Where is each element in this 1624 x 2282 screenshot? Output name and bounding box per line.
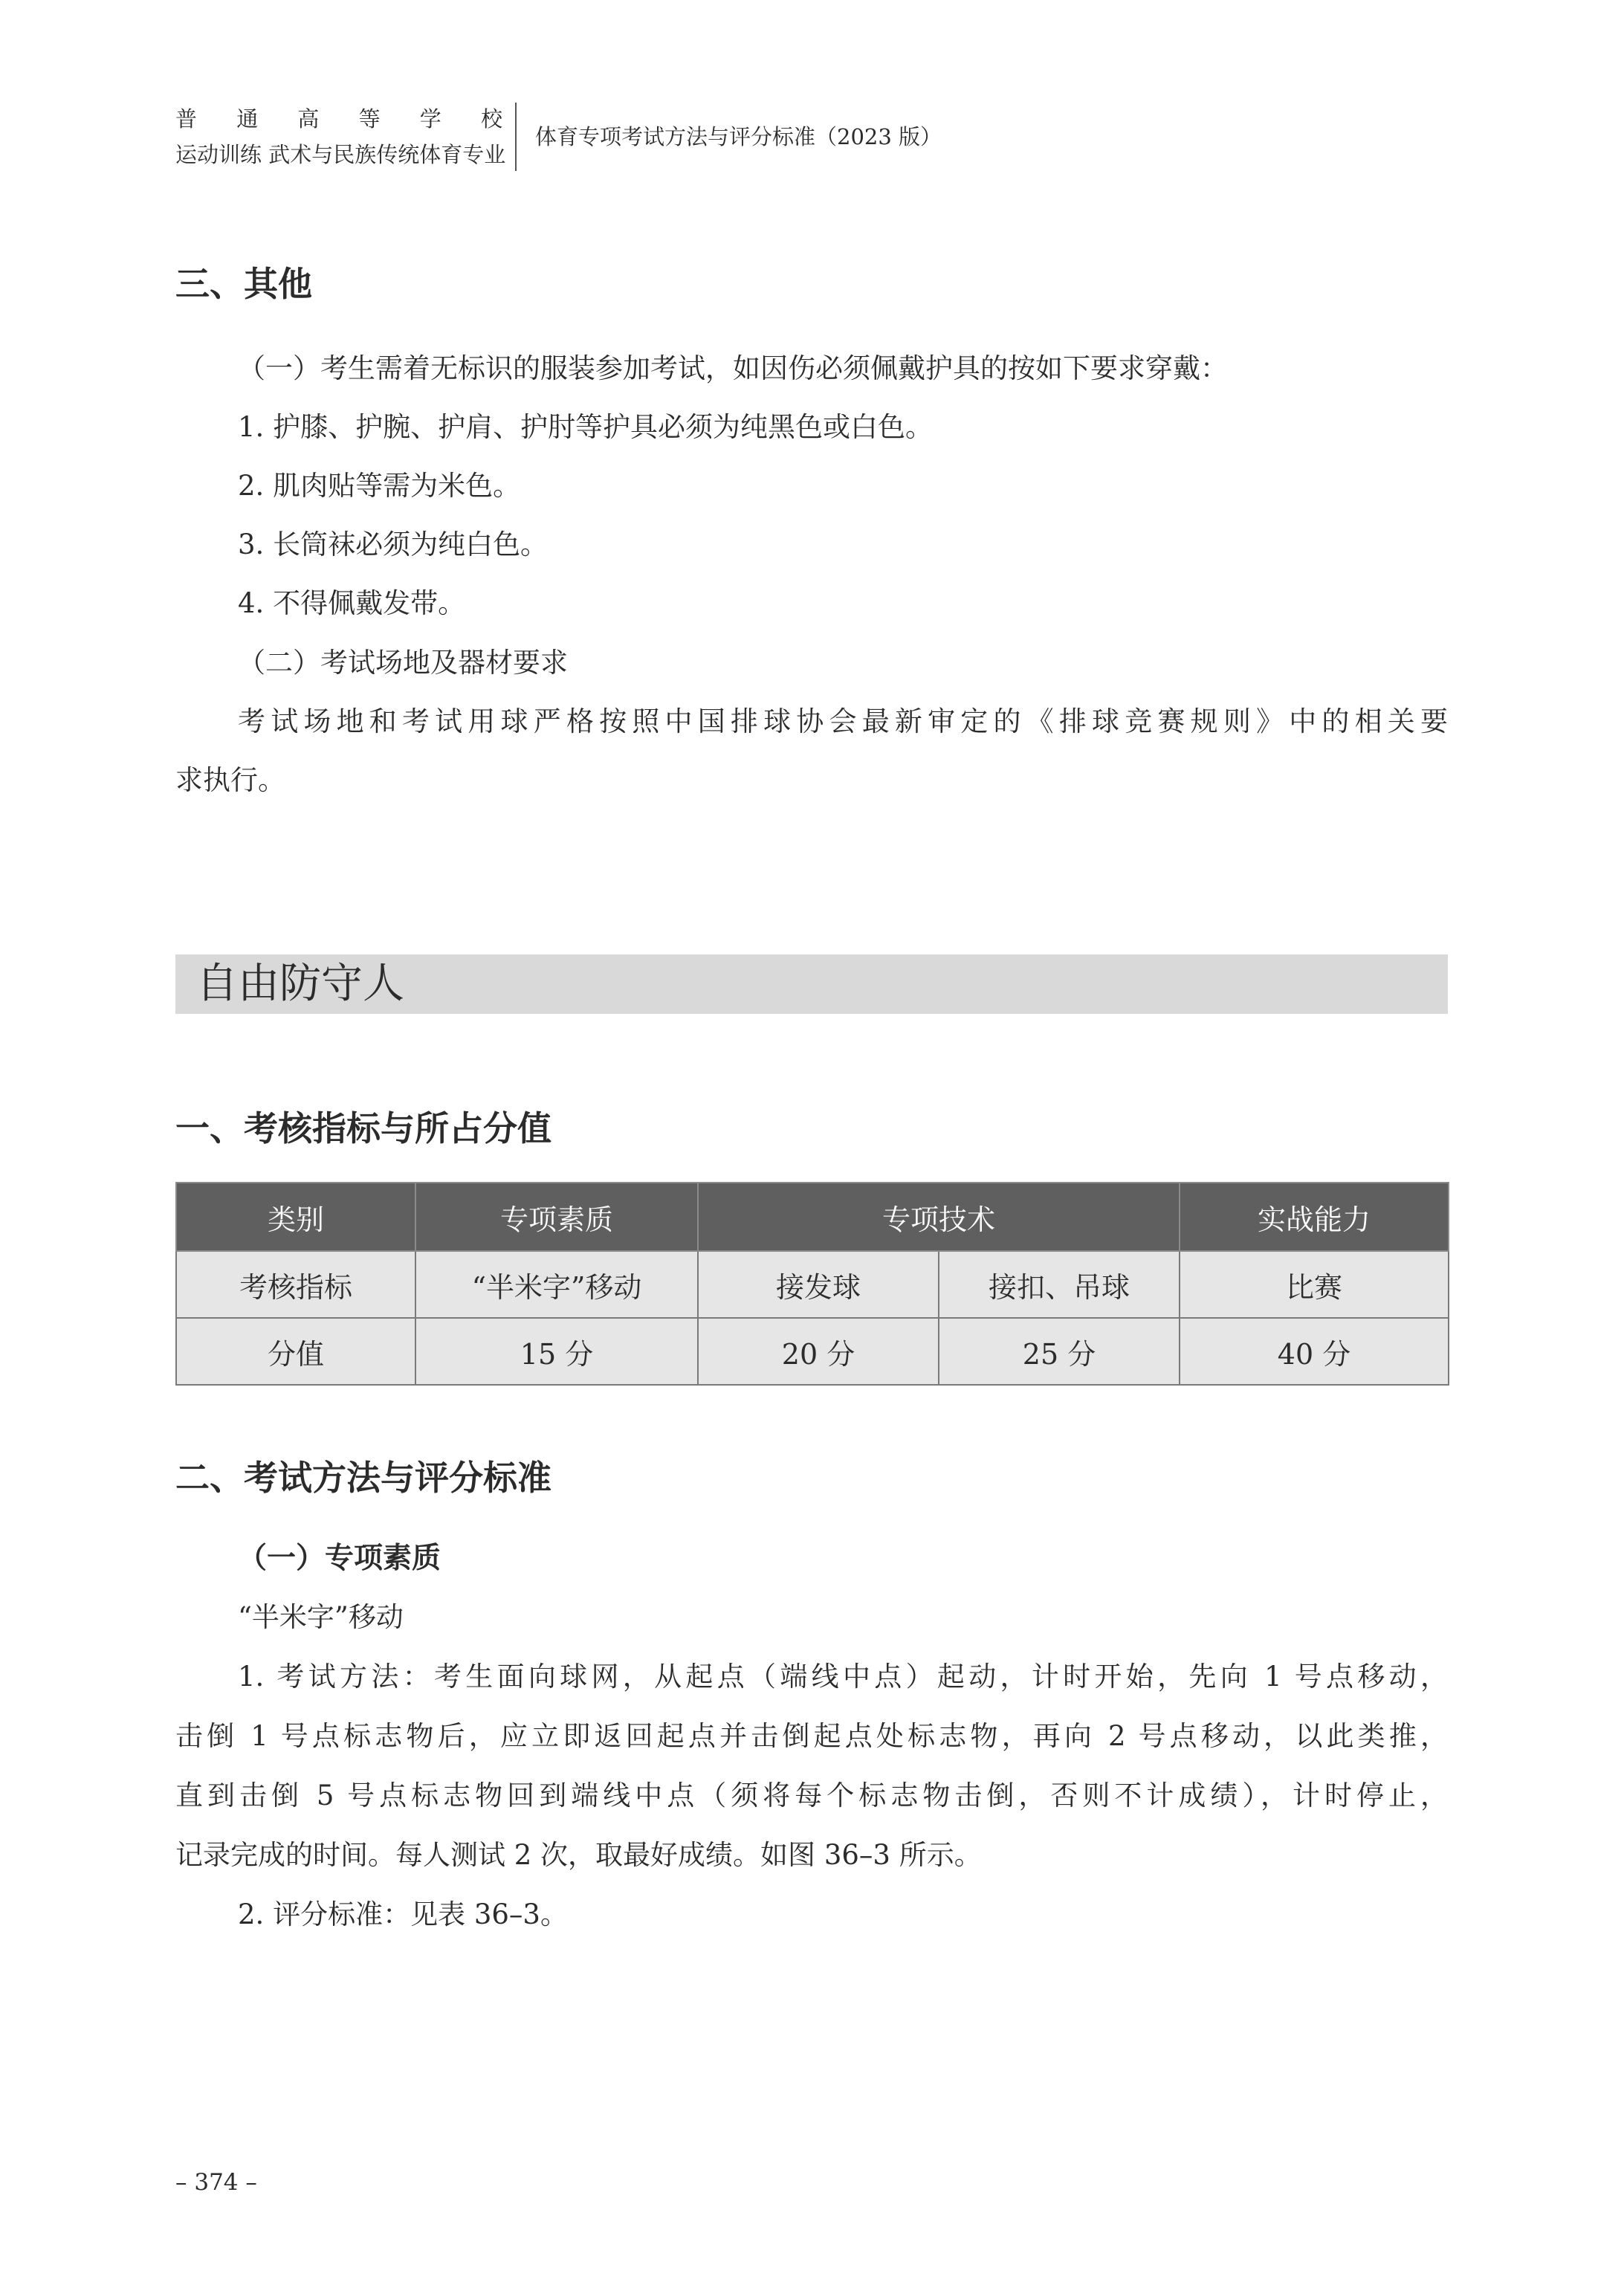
section-heading-indicators: 一、考核指标与所占分值 bbox=[175, 1108, 551, 1148]
header-char: 校 bbox=[480, 106, 502, 132]
section-heading-methods: 二、考试方法与评分标准 bbox=[175, 1458, 551, 1498]
paragraph-method-line: 直到击倒 5 号点标志物回到端线中点（须将每个标志物击倒，否则不计成绩），计时停止， bbox=[175, 1780, 1448, 1811]
header-major: 运动训练 武术与民族传统体育专业 bbox=[175, 142, 506, 167]
table-row bbox=[176, 1251, 1449, 1318]
header-char: 普 bbox=[175, 106, 198, 132]
test-item-name: “半米字”移动 bbox=[238, 1601, 404, 1633]
header-divider bbox=[515, 103, 517, 171]
subsection-title-venue: （二）考试场地及器材要求 bbox=[238, 647, 568, 679]
score-table bbox=[175, 1182, 1449, 1386]
paragraph-method-line: 1. 考试方法：考生面向球网，从起点（端线中点）起动，计时开始，先向 1 号点移动， bbox=[238, 1661, 1448, 1693]
section-heading-other: 三、其他 bbox=[175, 264, 312, 304]
table-cell: 接扣、吊球 bbox=[939, 1251, 1180, 1318]
page-number: – 374 – bbox=[175, 2169, 257, 2196]
table-cell: 40 分 bbox=[1180, 1318, 1449, 1385]
table-cell: 分值 bbox=[176, 1318, 415, 1385]
header-char: 学 bbox=[419, 106, 441, 132]
header-school-name bbox=[175, 104, 502, 134]
subsection-title-physical: （一）专项素质 bbox=[238, 1541, 441, 1575]
table-cell: 考核指标 bbox=[176, 1251, 415, 1318]
header-char: 通 bbox=[236, 106, 259, 132]
list-item: 3. 长筒袜必须为纯白色。 bbox=[238, 529, 549, 560]
running-header-left bbox=[175, 104, 506, 169]
list-item: 1. 护膝、护腕、护肩、护肘等护具必须为纯黑色或白色。 bbox=[238, 411, 934, 443]
list-item: 2. 肌肉贴等需为米色。 bbox=[238, 470, 521, 502]
paragraph-clothing-intro: （一）考生需着无标识的服装参加考试，如因伤必须佩戴护具的按如下要求穿戴： bbox=[238, 352, 1228, 384]
table-header-cell: 专项素质 bbox=[415, 1183, 698, 1251]
table-header-cell: 实战能力 bbox=[1180, 1183, 1449, 1251]
banner-title: 自由防守人 bbox=[196, 960, 404, 1008]
paragraph-venue-line: 求执行。 bbox=[175, 764, 285, 796]
table-cell: 15 分 bbox=[415, 1318, 698, 1385]
table-row bbox=[176, 1318, 1449, 1385]
header-char: 等 bbox=[358, 106, 381, 132]
table-cell: “半米字”移动 bbox=[415, 1251, 698, 1318]
table-header-cell: 类别 bbox=[176, 1183, 415, 1251]
table-header-cell: 专项技术 bbox=[698, 1183, 1180, 1251]
paragraph-method-line: 记录完成的时间。每人测试 2 次，取最好成绩。如图 36–3 所示。 bbox=[175, 1839, 982, 1871]
table-header-row bbox=[176, 1183, 1449, 1251]
header-book-title: 体育专项考试方法与评分标准（2023 版） bbox=[535, 124, 942, 149]
chapter-banner bbox=[175, 954, 1448, 1014]
list-item: 4. 不得佩戴发带。 bbox=[238, 587, 466, 619]
paragraph-method-line: 击倒 1 号点标志物后，应立即返回起点并击倒起点处标志物，再向 2 号点移动，以此类推， bbox=[175, 1720, 1448, 1752]
table-cell: 比赛 bbox=[1180, 1251, 1449, 1318]
paragraph-venue-line: 考试场地和考试用球严格按照中国排球协会最新审定的《排球竞赛规则》中的相关要 bbox=[238, 705, 1448, 737]
table-cell: 25 分 bbox=[939, 1318, 1180, 1385]
paragraph-criteria: 2. 评分标准：见表 36–3。 bbox=[238, 1898, 568, 1930]
table-cell: 20 分 bbox=[698, 1318, 939, 1385]
table-cell: 接发球 bbox=[698, 1251, 939, 1318]
header-char: 高 bbox=[297, 106, 320, 132]
